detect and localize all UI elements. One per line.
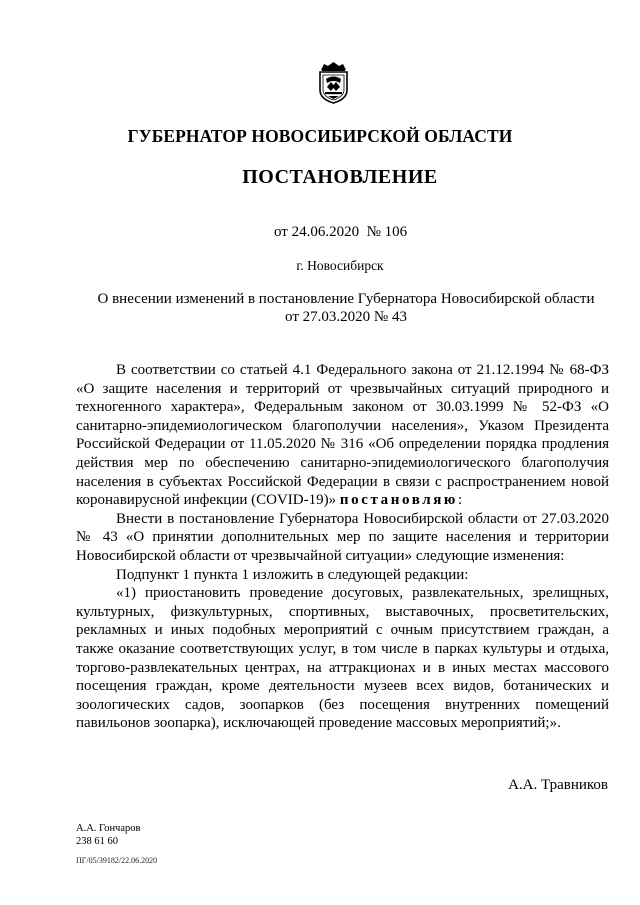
executor-phone: 238 61 60 [76, 836, 118, 847]
document-city: г. Новосибирск [296, 258, 384, 273]
footer-registration-code: ПГ/05/39182/22.06.2020 [76, 856, 158, 865]
signature-name: А.А. Травников [508, 777, 608, 793]
document-body [76, 361, 609, 733]
coat-of-arms-icon [317, 60, 350, 104]
decree-keyword-colon: : [458, 492, 463, 509]
body-paragraph-2: Внести в постановление Губернатора Новосибирской области от 27.03.2020 № 43 «О принятии дополнительных мер по защите населения и территории Новосибирской области от чрезвычайной ситуации» следующие изменения: [76, 510, 609, 564]
document-date-number: от 24.06.2020 № 106 [274, 224, 408, 240]
document-title-line-2: от 27.03.2020 № 43 [285, 308, 407, 325]
document-type: ПОСТАНОВЛЕНИЕ [242, 166, 438, 188]
body-paragraph-1 [76, 361, 609, 510]
decree-keyword: постановляю [339, 492, 458, 509]
body-paragraph-4: «1) приостановить проведение досуговых, развлекательных, зрелищных, культурных, физкультурных, спортивных, выставочных, просветительских, рекламных и иных подобных мероприятий с очным присутствием граждан, а также оказание соответствующих услуг, в том числе в парках культуры и отдыха, торгово-развлекательных центрах, на аттракционах и в иных местах массового посещения граждан, кроме деятельности музеев всех видов, ботанических и зоологических садов, зоопарков (без посещения внутренних помещений павильонов зоопарка), исключающей проведение массовых мероприятий;». [76, 585, 609, 732]
executor-name: А.А. Гончаров [76, 823, 141, 834]
org-title: ГУБЕРНАТОР НОВОСИБИРСКОЙ ОБЛАСТИ [127, 126, 513, 146]
body-paragraph-3: Подпункт 1 пункта 1 изложить в следующей редакции: [116, 566, 469, 583]
document-title-line-1: О внесении изменений в постановление Губернатора Новосибирской области [97, 291, 595, 307]
document-title [52, 291, 640, 326]
body-paragraph-1-text: В соответствии со статьей 4.1 Федерального закона от 21.12.1994 № 68-ФЗ «О защите населения и территорий от чрезвычайных ситуаций природного и техногенного характера», Федеральным законом от 30.03.1999 № 52-ФЗ «О санитарно-эпидемиологическом благополучии населения», Указом Президента Российской Федерации от 11.05.2020 № 316 «Об определении порядка продления действия мер по обеспечению санитарно-эпидемиологического благополучия населения в субъектах Российской Федерации в связи с распространением новой коронавирусной инфекции (COVID-19)» [76, 362, 609, 509]
executor-block [76, 822, 140, 848]
